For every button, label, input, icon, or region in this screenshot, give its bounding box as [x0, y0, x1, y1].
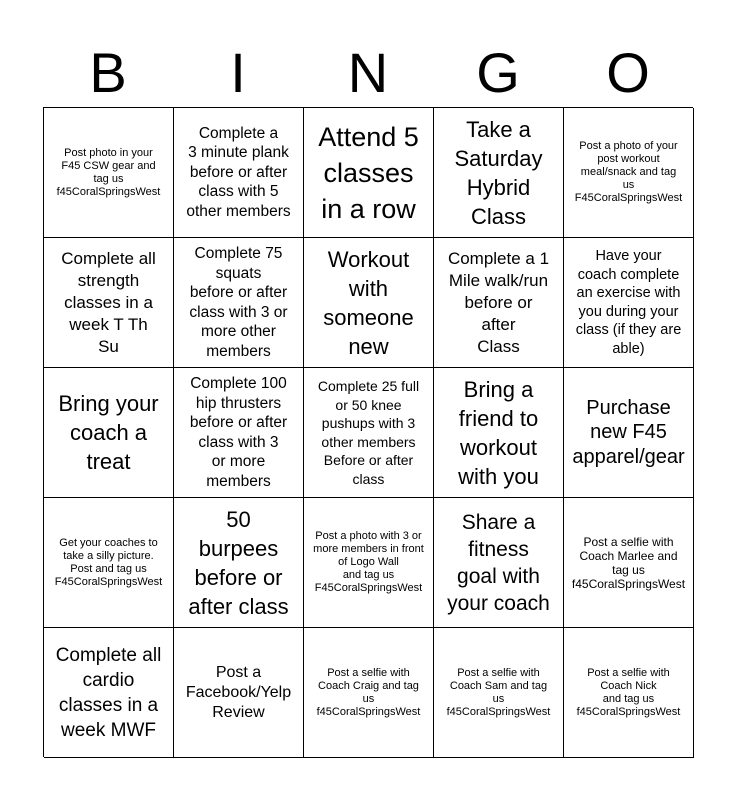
- cell-text: Attend 5 classes in a row: [318, 121, 419, 224]
- bingo-cell[interactable]: [434, 238, 564, 368]
- cell-text: Complete a 3 minute plank before or after class with 5 other members: [186, 124, 291, 220]
- header-letter-i: I: [230, 41, 246, 104]
- header-letter-o: O: [606, 41, 650, 104]
- cell-text: 50 burpees before or after class: [188, 506, 289, 619]
- bingo-cell[interactable]: [44, 368, 174, 498]
- cell-text: Workout with someone new: [323, 246, 414, 359]
- bingo-cell[interactable]: [434, 498, 564, 628]
- bingo-cell[interactable]: [304, 368, 434, 498]
- bingo-cell[interactable]: [174, 368, 304, 498]
- cell-text: Bring your coach a treat: [58, 391, 159, 474]
- cell-text: Post a photo of your post workout meal/snack and tag us F45CoralSpringsWest: [574, 140, 683, 204]
- bingo-cell[interactable]: [304, 238, 434, 368]
- cell-text: Share a fitness goal with your coach: [447, 510, 550, 615]
- bingo-card-grid: [43, 107, 693, 757]
- cell-text: Post a selfie with Coach Sam and tag us f45CoralSpringsWest: [446, 666, 551, 718]
- bingo-cell[interactable]: [174, 238, 304, 368]
- bingo-cell[interactable]: [434, 108, 564, 238]
- bingo-cell[interactable]: [304, 498, 434, 628]
- header-letter-b: B: [89, 41, 127, 104]
- cell-text: Post photo in your F45 CSW gear and tag us f45CoralSpringsWest: [56, 146, 161, 198]
- bingo-cell[interactable]: [44, 498, 174, 628]
- bingo-cell[interactable]: [44, 628, 174, 758]
- bingo-cell[interactable]: [434, 368, 564, 498]
- cell-text: Take a Saturday Hybrid Class: [454, 116, 543, 229]
- bingo-cell[interactable]: [564, 498, 694, 628]
- cell-text: Post a Facebook/Yelp Review: [185, 663, 292, 721]
- cell-text: Post a selfie with Coach Craig and tag us f45CoralSpringsWest: [316, 666, 421, 718]
- bingo-cell[interactable]: [304, 108, 434, 238]
- cell-text: Complete all strength classes in a week T Th Su: [61, 248, 156, 356]
- cell-text: Complete all cardio classes in a week MWF: [55, 644, 162, 741]
- bingo-header: [43, 40, 693, 106]
- cell-text: Get your coaches to take a silly picture. Post and tag us F45CoralSpringsWest: [54, 536, 163, 588]
- cell-text: Post a selfie with Coach Nick and tag us f45CoralSpringsWest: [576, 666, 681, 718]
- header-letter-n: N: [347, 41, 389, 104]
- cell-text: Complete 100 hip thrusters before or after class with 3 or more members: [189, 375, 288, 490]
- bingo-cell[interactable]: [174, 628, 304, 758]
- header-letter-g: G: [476, 41, 520, 104]
- bingo-cell[interactable]: [564, 108, 694, 238]
- bingo-cell[interactable]: [564, 238, 694, 368]
- bingo-cell[interactable]: [304, 628, 434, 758]
- bingo-cell[interactable]: [44, 238, 174, 368]
- bingo-cell[interactable]: [174, 498, 304, 628]
- bingo-cell[interactable]: [44, 108, 174, 238]
- cell-text: Post a selfie with Coach Marlee and tag us f45CoralSpringsWest: [571, 534, 686, 591]
- cell-text: Purchase new F45 apparel/gear: [572, 396, 685, 468]
- bingo-cell[interactable]: [434, 628, 564, 758]
- cell-text: Complete 25 full or 50 knee pushups with 3 other members Before or after class: [317, 378, 420, 487]
- cell-text: Complete a 1 Mile walk/run before or after Class: [447, 248, 550, 356]
- cell-text: Have your coach complete an exercise with you during your class (if they are able): [575, 248, 682, 357]
- cell-text: Complete 75 squats before or after class with 3 or more other members: [189, 245, 288, 360]
- bingo-cell[interactable]: [564, 368, 694, 498]
- cell-text: Post a photo with 3 or more members in front of Logo Wall and tag us F45CoralSpringsWest: [313, 530, 424, 594]
- cell-text: Bring a friend to workout with you: [458, 376, 539, 489]
- bingo-cell[interactable]: [174, 108, 304, 238]
- bingo-cell[interactable]: [564, 628, 694, 758]
